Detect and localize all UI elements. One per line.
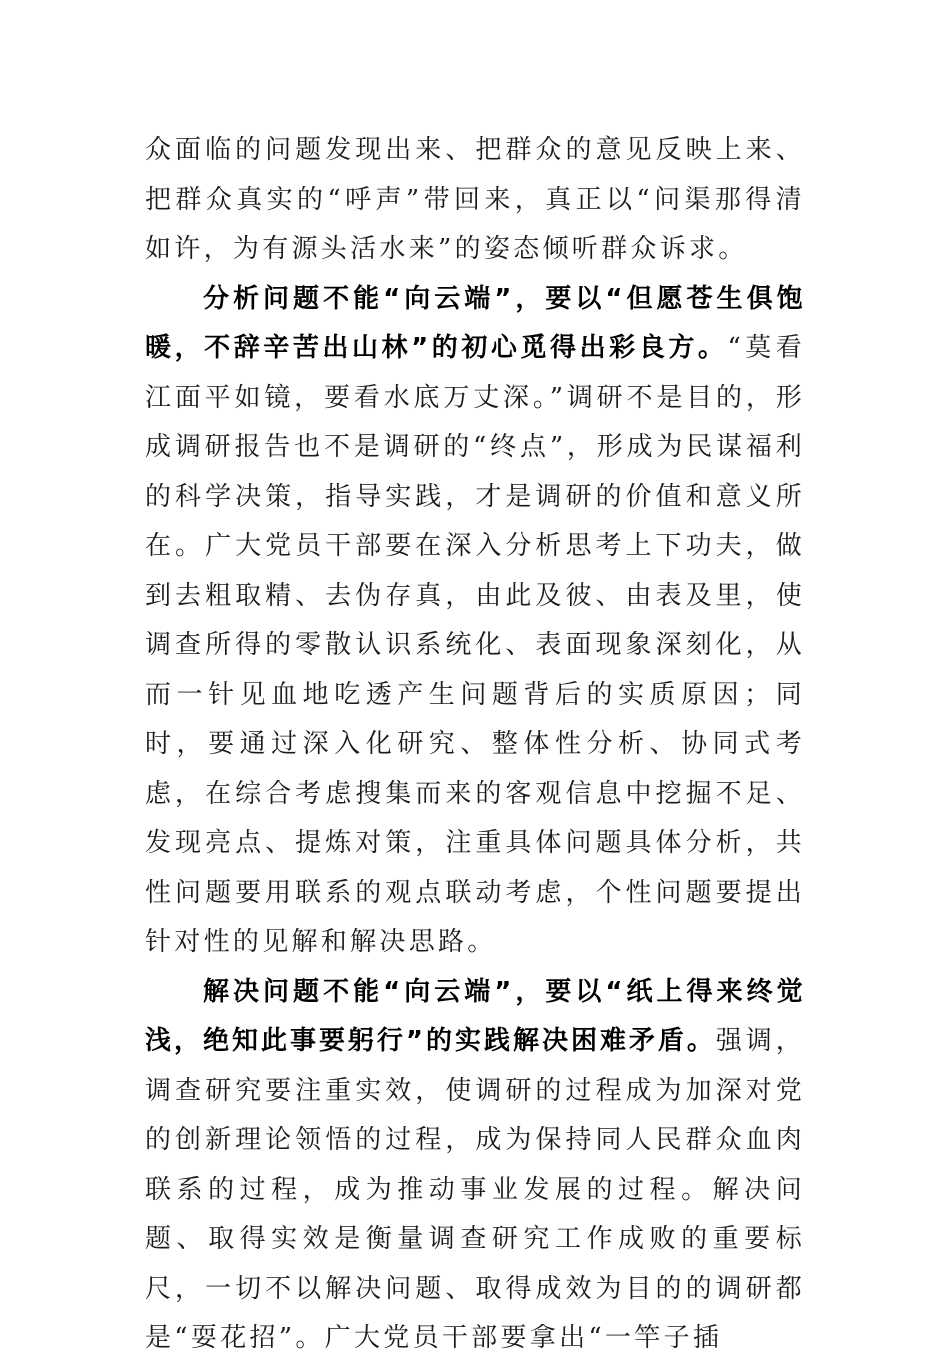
paragraph-continued: [145, 126, 805, 275]
paragraph-body: “莫看江面平如镜，要看水底万丈深。”调研不是目的，形成调研报告也不是调研的“终点”，形成为民谋福利的科学决策，指导实践，才是调研的价值和意义所在。广大党员干部要在深入分析思考上下功夫，做到去粗取精、去伪存真，由此及彼、由表及里，使调查所得的零散认识系统化、表面现象深刻化，从而一针见血地吃透产生问题背后的实质原因；同时，要通过深入化研究、整体性分析、协同式考虑，在综合考虑搜集而来的客观信息中挖掘不足、发现亮点、提炼对策，注重具体问题具体分析，共性问题要用联系的观点联动考虑，个性问题要提出针对性的见解和解决思路。: [145, 333, 805, 957]
paragraph-lead-sentence: 分析问题不能“向云端”，要以“但愿苍生俱饱暖，不辞辛苦出山林”的初心觅得出彩良方。: [145, 283, 805, 363]
paragraph-lead-sentence: 解决问题不能“向云端”，要以“纸上得来终觉浅，绝知此事要躬行”的实践解决困难矛盾。: [145, 976, 805, 1056]
paragraph-analysis: [145, 275, 805, 968]
paragraph-solution: [145, 968, 805, 1364]
document-page: [145, 126, 805, 1364]
paragraph-body: 众面临的问题发现出来、把群众的意见反映上来、把群众真实的“呼声”带回来，真正以“问渠那得清如许，为有源头活水来”的姿态倾听群众诉求。: [145, 135, 805, 264]
paragraph-body: 强调，调查研究要注重实效，使调研的过程成为加深对党的创新理论领悟的过程，成为保持同人民群众血肉联系的过程，成为推动事业发展的过程。解决问题、取得实效是衡量调查研究工作成败的重要标尺，一切不以解决问题、取得成效为目的的调研都是“耍花招”。广大党员干部要拿出“一竿子插: [145, 1026, 805, 1353]
